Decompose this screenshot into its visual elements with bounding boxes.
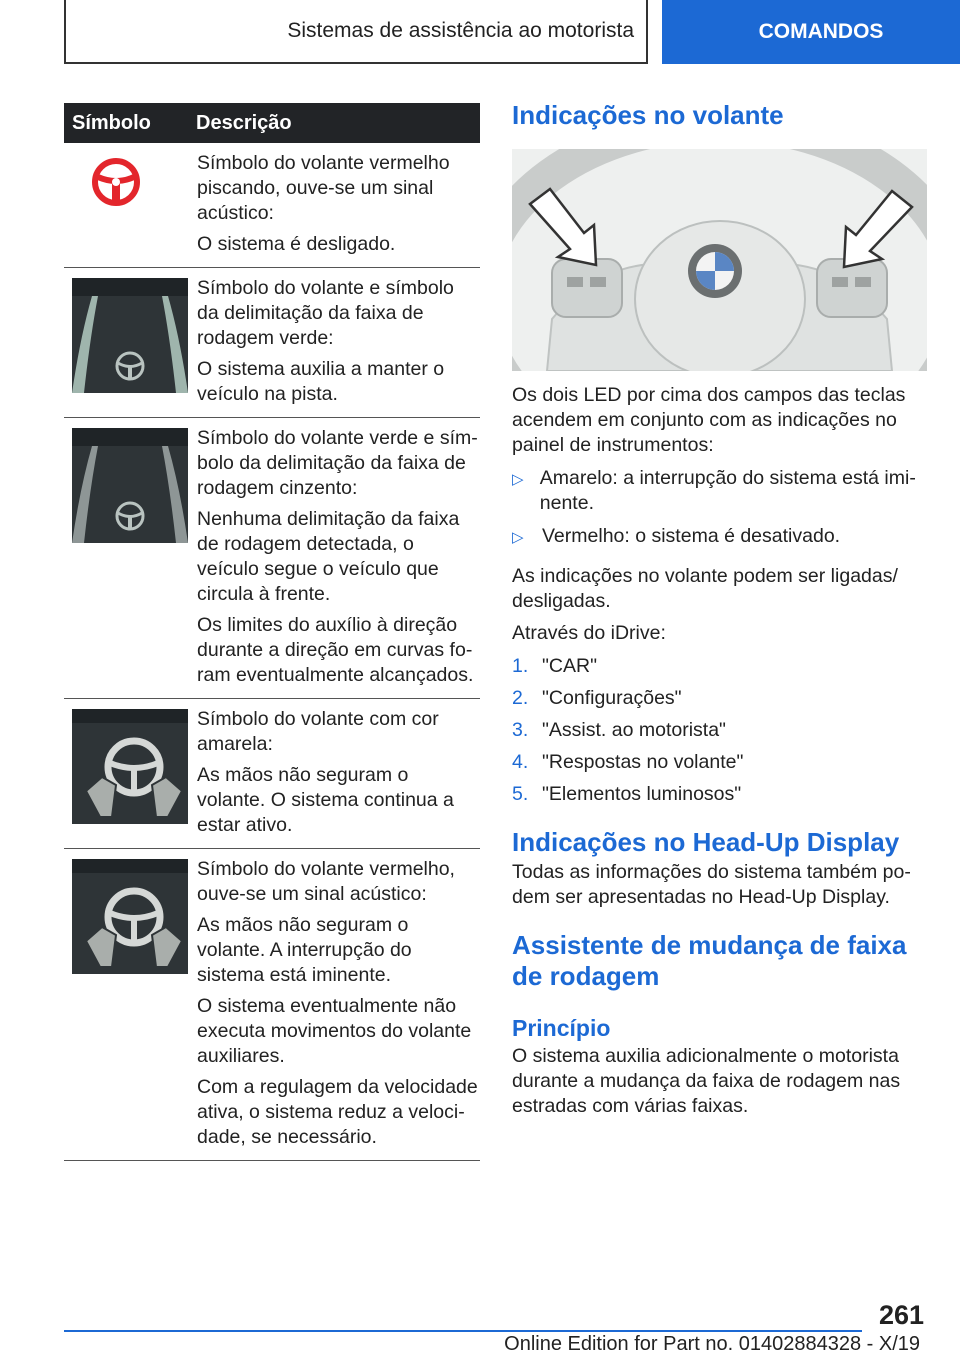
header-section-title: Sistemas de assistência ao motorista: [287, 19, 634, 42]
list-item: [512, 686, 932, 711]
footer-edition: Online Edition for Part no. 01402884328 - X/19: [504, 1333, 920, 1355]
triangle-bullet-icon: ▷: [512, 529, 524, 546]
step-number: 2.: [512, 687, 529, 709]
list-item: [512, 782, 932, 807]
row-paragraph: Nenhuma delimitação da faixa de rodagem detectada, o veículo segue o veículo que circula à frente.: [197, 508, 460, 605]
row-paragraph: Símbolo do volante vermelho, ouve-se um sinal acústico:: [197, 858, 455, 905]
step-text: "Assist. ao motorista": [542, 719, 726, 741]
lane-wheel-green-icon: [72, 278, 188, 393]
bullet-text: Vermelho: o sistema é desativado.: [542, 525, 841, 547]
step-text: "Respostas no volante": [542, 751, 744, 773]
row-paragraph: As mãos não seguram o volante. A interrupção do sistema está iminente.: [197, 914, 412, 986]
list-item: [512, 466, 932, 516]
row-paragraph: As mãos não seguram o volante. O sistema continua a estar ativo.: [197, 764, 454, 836]
page-number: 261: [878, 1300, 924, 1330]
step-text: "Elementos luminosos": [542, 783, 742, 805]
lane-wheel-grey-icon: [72, 428, 188, 543]
table-row: [64, 268, 480, 418]
row-paragraph: Símbolo do volante e símbolo da delimitação da faixa de rodagem verde:: [197, 277, 454, 349]
list-item: [512, 654, 932, 679]
steering-wheel-illustration: [512, 149, 927, 371]
paragraph-principio: O sistema auxilia adicionalmente o motorista durante a mudança da faixa de rodagem nas estradas com várias faixas.: [512, 1045, 901, 1117]
step-text: "Configurações": [542, 687, 682, 709]
table-row: [64, 849, 480, 1161]
row-paragraph: Símbolo do volante verde e símbolo da delimitação da faixa de rodagem cinzento:: [197, 427, 478, 499]
footer-divider: [64, 1330, 862, 1332]
symbol-table: [64, 103, 480, 1161]
paragraph-led: Os dois LED por cima dos campos das teclas acendem em conjunto com as indicações no painel de instrumentos:: [512, 384, 906, 456]
step-text: "CAR": [542, 655, 598, 677]
header-chapter: [662, 0, 960, 64]
row-paragraph: O sistema auxilia a manter o veículo na pista.: [197, 358, 445, 405]
heading-volante: Indicações no volante: [512, 100, 784, 130]
triangle-bullet-icon: ▷: [512, 471, 524, 488]
heading-mudanca: Assistente de mudança de faixa de rodagem: [512, 930, 907, 991]
hands-on-wheel-red-icon: [72, 859, 188, 974]
table-row: [64, 699, 480, 849]
row-paragraph: Com a regulagem da velocidade ativa, o sistema reduz a velocidade, se necessário.: [197, 1076, 478, 1148]
step-number: 1.: [512, 655, 529, 677]
paragraph-idrive: Através do iDrive:: [512, 622, 666, 644]
list-item: [512, 718, 932, 743]
row-paragraph: O sistema eventualmente não executa movimentos do volante auxiliares.: [197, 995, 472, 1067]
paragraph-hud: Todas as informações do sistema também podem ser apresentadas no Head-Up Display.: [512, 861, 911, 908]
heading-hud: Indicações no Head-Up Display: [512, 827, 900, 857]
row-paragraph: O sistema é desligado.: [197, 233, 396, 255]
table-row: [64, 418, 480, 699]
list-item: [512, 750, 932, 775]
step-number: 3.: [512, 719, 529, 741]
step-number: 4.: [512, 751, 529, 773]
steering-wheel-red-icon: [84, 157, 144, 207]
row-paragraph: Os limites do auxílio à direção durante a direção em curvas foram eventualmente alcançados.: [197, 614, 474, 686]
header-chapter-title: COMANDOS: [758, 20, 884, 43]
table-header: [64, 103, 480, 143]
table-row: [64, 143, 480, 268]
list-item: [512, 524, 932, 550]
row-paragraph: Símbolo do volante com cor amarela:: [197, 708, 439, 755]
col-description-header: Descrição: [196, 111, 292, 134]
hands-on-wheel-yellow-icon: [72, 709, 188, 824]
step-number: 5.: [512, 783, 529, 805]
bullet-text: Amarelo: a interrupção do sistema está iminente.: [539, 467, 916, 514]
paragraph-ligadas: As indicações no volante podem ser ligadas/ desligadas.: [512, 565, 898, 612]
col-symbol-header: Símbolo: [72, 111, 151, 134]
right-column: [512, 100, 932, 1119]
header-section: [64, 0, 648, 64]
row-paragraph: Símbolo do volante vermelho piscando, ouve-se um sinal acústico:: [197, 152, 450, 224]
heading-principio: Princípio: [512, 1015, 611, 1041]
